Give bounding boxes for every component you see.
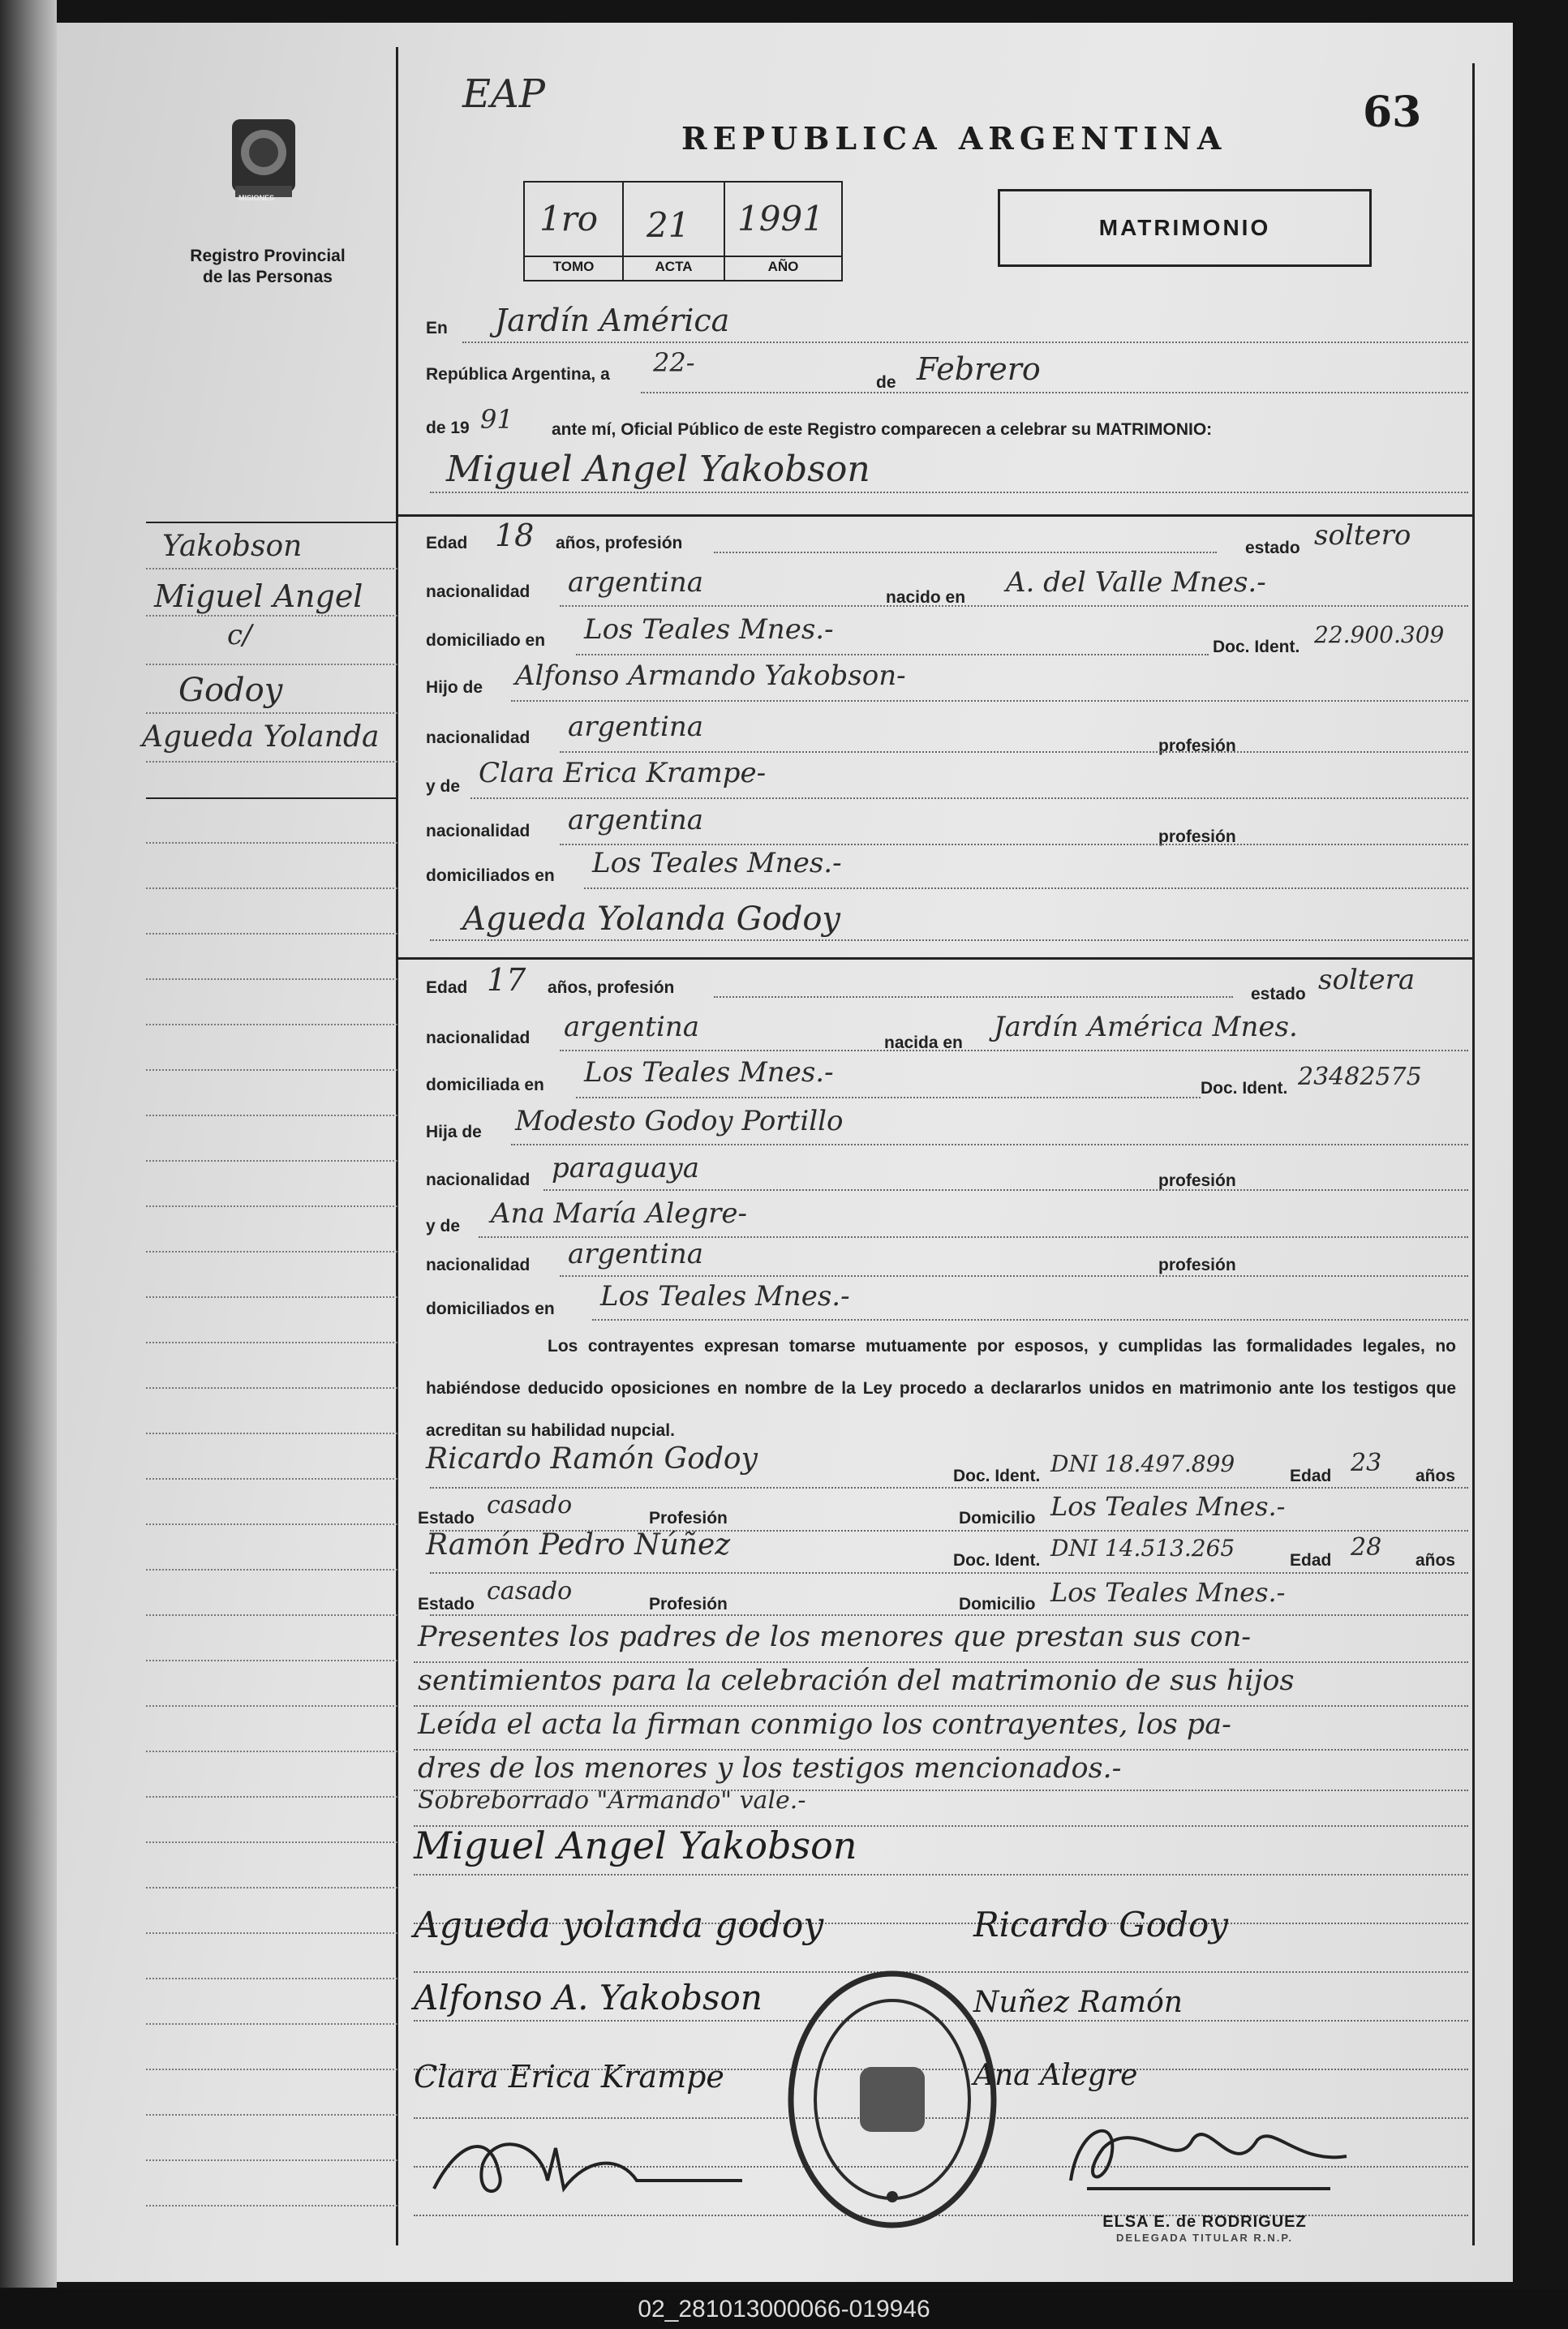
margin-ruled-line (146, 1296, 397, 1298)
margin-ruled-line (146, 933, 397, 935)
bride-father-nac: paraguaya (552, 1152, 699, 1184)
line (511, 700, 1468, 702)
line (414, 1790, 1468, 1791)
signature-flourish-official (1055, 2108, 1363, 2209)
groom-nacido-label: nacido en (886, 588, 966, 607)
intro-statement: ante mí, Oficial Público de este Registro comparecen a celebrar su MATRIMONIO: (552, 420, 1213, 439)
bride-mother-nac-label: nacionalidad (426, 1256, 531, 1274)
line (146, 712, 397, 714)
margin-ruled-line (146, 1069, 397, 1071)
margin-ruled-line (146, 1569, 397, 1571)
witness1-doc-label: Doc. Ident. (953, 1467, 1041, 1485)
groom-father-nac: argentina (568, 711, 704, 743)
bride-doc-label: Doc. Ident. (1201, 1079, 1288, 1098)
margin-ruled-line (146, 1024, 397, 1025)
notes-line2: sentimientos para la celebración del matrimonio de sus hijos (418, 1665, 1295, 1697)
groom-father-prof-label: profesión (1158, 737, 1236, 755)
registry-line1: Registro Provincial (190, 247, 346, 265)
acta-label: ACTA (655, 259, 693, 274)
groom-mother-prof-label: profesión (1158, 827, 1236, 846)
groom-estado-label: estado (1245, 539, 1300, 557)
line (511, 1144, 1468, 1145)
bride-nac: argentina (564, 1011, 700, 1043)
official-title: DELEGADA TITULAR R.N.P. (1116, 2232, 1293, 2244)
notes-line1: Presentes los padres de los menores que prestan sus con- (418, 1621, 1252, 1653)
margin-name-line1: Yakobson (162, 530, 303, 563)
witness1-estado: casado (487, 1491, 573, 1519)
anio-value: 1991 (737, 199, 824, 238)
document-page (57, 23, 1513, 2282)
groom-parents-dom-label: domiciliados en (426, 866, 555, 885)
margin-ruled-line (146, 2069, 397, 2070)
line (414, 1705, 1468, 1707)
line (430, 1487, 1468, 1489)
bride-yde-label: y de (426, 1217, 461, 1235)
witness1-profesion-label: Profesión (649, 1509, 728, 1528)
margin-ruled-line (146, 1660, 397, 1661)
groom-name: Miguel Angel Yakobson (446, 449, 870, 490)
bride-estado-label: estado (1251, 985, 1306, 1003)
notes-line4: dres de los menores y los testigos mencionados.- (418, 1752, 1122, 1785)
bride-name: Agueda Yolanda Godoy (462, 900, 840, 938)
margin-ruled-line (146, 1841, 397, 1843)
witness2-estado: casado (487, 1577, 573, 1605)
bride-estado: soltera (1318, 964, 1415, 996)
line (576, 1097, 1201, 1098)
line (414, 1749, 1468, 1751)
bride-edad: 17 (487, 962, 526, 998)
margin-rule (146, 797, 397, 799)
margin-name-line4: Godoy (178, 672, 283, 709)
doc-type: MATRIMONIO (1098, 215, 1271, 240)
witness1-doc: DNI 18.497.899 (1050, 1450, 1235, 1477)
witness1-anios-label: años (1415, 1467, 1456, 1485)
margin-ruled-line (146, 1478, 397, 1480)
margin-ruled-line (146, 1115, 397, 1116)
country-title: REPUBLICA ARGENTINA (681, 120, 1227, 157)
witness2-anios-label: años (1415, 1551, 1456, 1570)
signature-flourish-left (426, 2124, 750, 2217)
witness2-domicilio: Los Teales Mnes.- (1050, 1577, 1286, 1608)
margin-ruled-line (146, 1705, 397, 1707)
signature-witness1: Ricardo Godoy (973, 1905, 1228, 1944)
doc-type-box (998, 189, 1372, 267)
line (641, 392, 1468, 393)
line (462, 342, 1468, 343)
notes-line5: Sobreborrado "Armando" vale.- (418, 1786, 806, 1815)
line (414, 1661, 1468, 1663)
line (470, 797, 1468, 799)
line (560, 1275, 1468, 1277)
bride-edad-label: Edad (426, 978, 468, 997)
groom-father: Alfonso Armando Yakobson- (515, 660, 906, 692)
anio-label: AÑO (767, 259, 799, 274)
margin-name-line2: Miguel Angel (154, 578, 363, 614)
bride-father: Modesto Godoy Portillo (515, 1105, 844, 1137)
registry-line2: de las Personas (203, 268, 333, 286)
witness2-profesion-label: Profesión (649, 1595, 728, 1614)
margin-ruled-line (146, 1887, 397, 1889)
tomo-label: TOMO (552, 259, 595, 274)
line (146, 664, 397, 665)
line (560, 1050, 1468, 1051)
margin-ruled-line (146, 2205, 397, 2207)
witness1-estado-label: Estado (418, 1509, 475, 1528)
signature-groom-father: Alfonso A. Yakobson (414, 1978, 763, 2017)
line (543, 1189, 1468, 1191)
bride-father-prof-label: profesión (1158, 1171, 1236, 1190)
groom-hijo-label: Hijo de (426, 678, 483, 697)
line (430, 492, 1468, 493)
margin-ruled-line (146, 2159, 397, 2161)
witness1-domicilio: Los Teales Mnes.- (1050, 1491, 1286, 1522)
margin-rule (146, 522, 397, 523)
tomo-value: 1ro (539, 199, 599, 238)
groom-edad-label: Edad (426, 534, 468, 552)
witness1-name: Ricardo Ramón Godoy (426, 1442, 758, 1476)
margin-ruled-line (146, 1614, 397, 1616)
groom-yde-label: y de (426, 777, 461, 796)
record-number-box (523, 181, 843, 281)
margin-ruled-line (146, 1523, 397, 1525)
declaration-text: Los contrayentes expresan tomarse mutuamente por esposos, y cumplidas las formalidades legales, no habiéndose deducido oposiciones en nombre de la Ley procedo a declararlos unidos en matrimonio ante los testigos que acreditan su habilidad nupcial. (426, 1337, 1456, 1440)
book-binding (0, 0, 57, 2288)
groom-doc-label: Doc. Ident. (1213, 638, 1300, 656)
line (430, 939, 1468, 941)
section-rule (396, 514, 1475, 517)
registry-name (178, 246, 357, 288)
signature-witness2: Nuñez Ramón (973, 1986, 1183, 2019)
official-name-stamp (1071, 2213, 1338, 2244)
day-value: 22- (653, 347, 695, 378)
marginal-note: EAP (462, 71, 545, 117)
groom-dom: Los Teales Mnes.- (584, 613, 834, 646)
groom-dom-label: domiciliado en (426, 631, 546, 650)
line (714, 996, 1233, 998)
groom-edad: 18 (495, 518, 535, 553)
witness2-edad: 28 (1351, 1533, 1382, 1562)
line (430, 1572, 1468, 1574)
margin-ruled-line (146, 842, 397, 844)
signature-bride: Agueda yolanda godoy (414, 1905, 824, 1946)
margin-ruled-line (146, 1751, 397, 1752)
month-value: Febrero (917, 351, 1041, 387)
margin-ruled-line (146, 1342, 397, 1343)
line (576, 654, 1209, 655)
groom-nac: argentina (568, 566, 704, 599)
right-margin-rule (1472, 63, 1475, 2245)
year-suffix: 91 (480, 404, 513, 435)
groom-mother-nac: argentina (568, 804, 704, 836)
de-label: de (876, 373, 896, 392)
groom-anios-profesion-label: años, profesión (556, 534, 683, 552)
margin-ruled-line (146, 1796, 397, 1798)
margin-ruled-line (146, 1160, 397, 1162)
file-id-footer: 02_281013000066-019946 (0, 2289, 1568, 2329)
groom-parents-dom: Los Teales Mnes.- (592, 847, 842, 879)
groom-nac-label: nacionalidad (426, 582, 531, 601)
bride-hija-label: Hija de (426, 1123, 482, 1141)
witness2-doc-label: Doc. Ident. (953, 1551, 1041, 1570)
bride-mother-prof-label: profesión (1158, 1256, 1236, 1274)
witness2-name: Ramón Pedro Núñez (426, 1528, 731, 1562)
witness2-doc: DNI 14.513.265 (1050, 1535, 1235, 1562)
margin-ruled-line (146, 1387, 397, 1389)
witness1-edad: 23 (1351, 1449, 1382, 1477)
bride-dom: Los Teales Mnes.- (584, 1056, 834, 1089)
margin-ruled-line (146, 2114, 397, 2116)
witness1-edad-label: Edad (1290, 1467, 1332, 1485)
official-stamp (783, 1966, 1002, 2233)
margin-ruled-line (146, 887, 397, 889)
bride-mother-nac: argentina (568, 1238, 704, 1270)
bride-nacida-label: nacida en (884, 1033, 963, 1052)
witness2-edad-label: Edad (1290, 1551, 1332, 1570)
groom-father-nac-label: nacionalidad (426, 728, 531, 747)
seal-caption: MISIONES (238, 194, 275, 202)
line (146, 615, 397, 617)
page-number: 63 (1363, 88, 1422, 137)
line (560, 844, 1468, 845)
bride-nacida: Jardín América Mnes. (994, 1011, 1298, 1043)
margin-ruled-line (146, 1932, 397, 1934)
bride-mother: Ana María Alegre- (491, 1197, 747, 1230)
groom-mother: Clara Erica Krampe- (479, 757, 767, 789)
left-margin-rule (396, 47, 398, 2245)
bride-parents-dom: Los Teales Mnes.- (600, 1280, 850, 1313)
official-name: ELSA E. de RODRIGUEZ (1102, 2213, 1307, 2231)
bride-nac-label: nacionalidad (426, 1029, 531, 1047)
republica-label: República Argentina, a (426, 365, 610, 384)
witness2-domicilio-label: Domicilio (959, 1595, 1036, 1614)
line (560, 605, 1468, 607)
year-prefix: de 19 (426, 419, 470, 437)
bride-father-nac-label: nacionalidad (426, 1171, 531, 1189)
margin-name-line3: c/ (227, 619, 252, 651)
line (592, 1319, 1468, 1321)
en-label: En (426, 319, 448, 337)
line (584, 887, 1468, 889)
line (146, 761, 397, 763)
groom-nacido: A. del Valle Mnes.- (1006, 566, 1266, 599)
groom-estado: soltero (1314, 519, 1411, 552)
groom-mother-nac-label: nacionalidad (426, 822, 531, 840)
line (414, 1874, 1468, 1876)
groom-doc: 22.900.309 (1314, 621, 1445, 648)
line (430, 1614, 1468, 1616)
section-rule (396, 957, 1475, 960)
line (714, 552, 1217, 553)
bride-anios-profesion-label: años, profesión (548, 978, 675, 997)
bride-parents-dom-label: domiciliados en (426, 1300, 555, 1318)
bride-dom-label: domiciliada en (426, 1076, 544, 1094)
margin-ruled-line (146, 1251, 397, 1253)
place-value: Jardín América (495, 303, 730, 338)
signature-bride-mother: Ana Alegre (973, 2059, 1138, 2092)
margin-ruled-line (146, 1978, 397, 1979)
margin-ruled-line (146, 2023, 397, 2025)
line (146, 568, 397, 569)
witness1-domicilio-label: Domicilio (959, 1509, 1036, 1528)
witness2-estado-label: Estado (418, 1595, 475, 1614)
bride-doc: 23482575 (1298, 1063, 1422, 1091)
line (560, 751, 1468, 753)
signature-groom: Miguel Angel Yakobson (414, 1824, 857, 1867)
margin-ruled-line (146, 978, 397, 980)
acta-value: 21 (647, 205, 690, 245)
province-seal (227, 108, 300, 205)
margin-name-line5: Agueda Yolanda (142, 720, 380, 754)
margin-ruled-line (146, 1433, 397, 1434)
notes-line3: Leída el acta la firman conmigo los contrayentes, los pa- (418, 1708, 1231, 1741)
signature-groom-mother: Clara Erica Krampe (414, 2059, 724, 2095)
margin-ruled-line (146, 1205, 397, 1207)
